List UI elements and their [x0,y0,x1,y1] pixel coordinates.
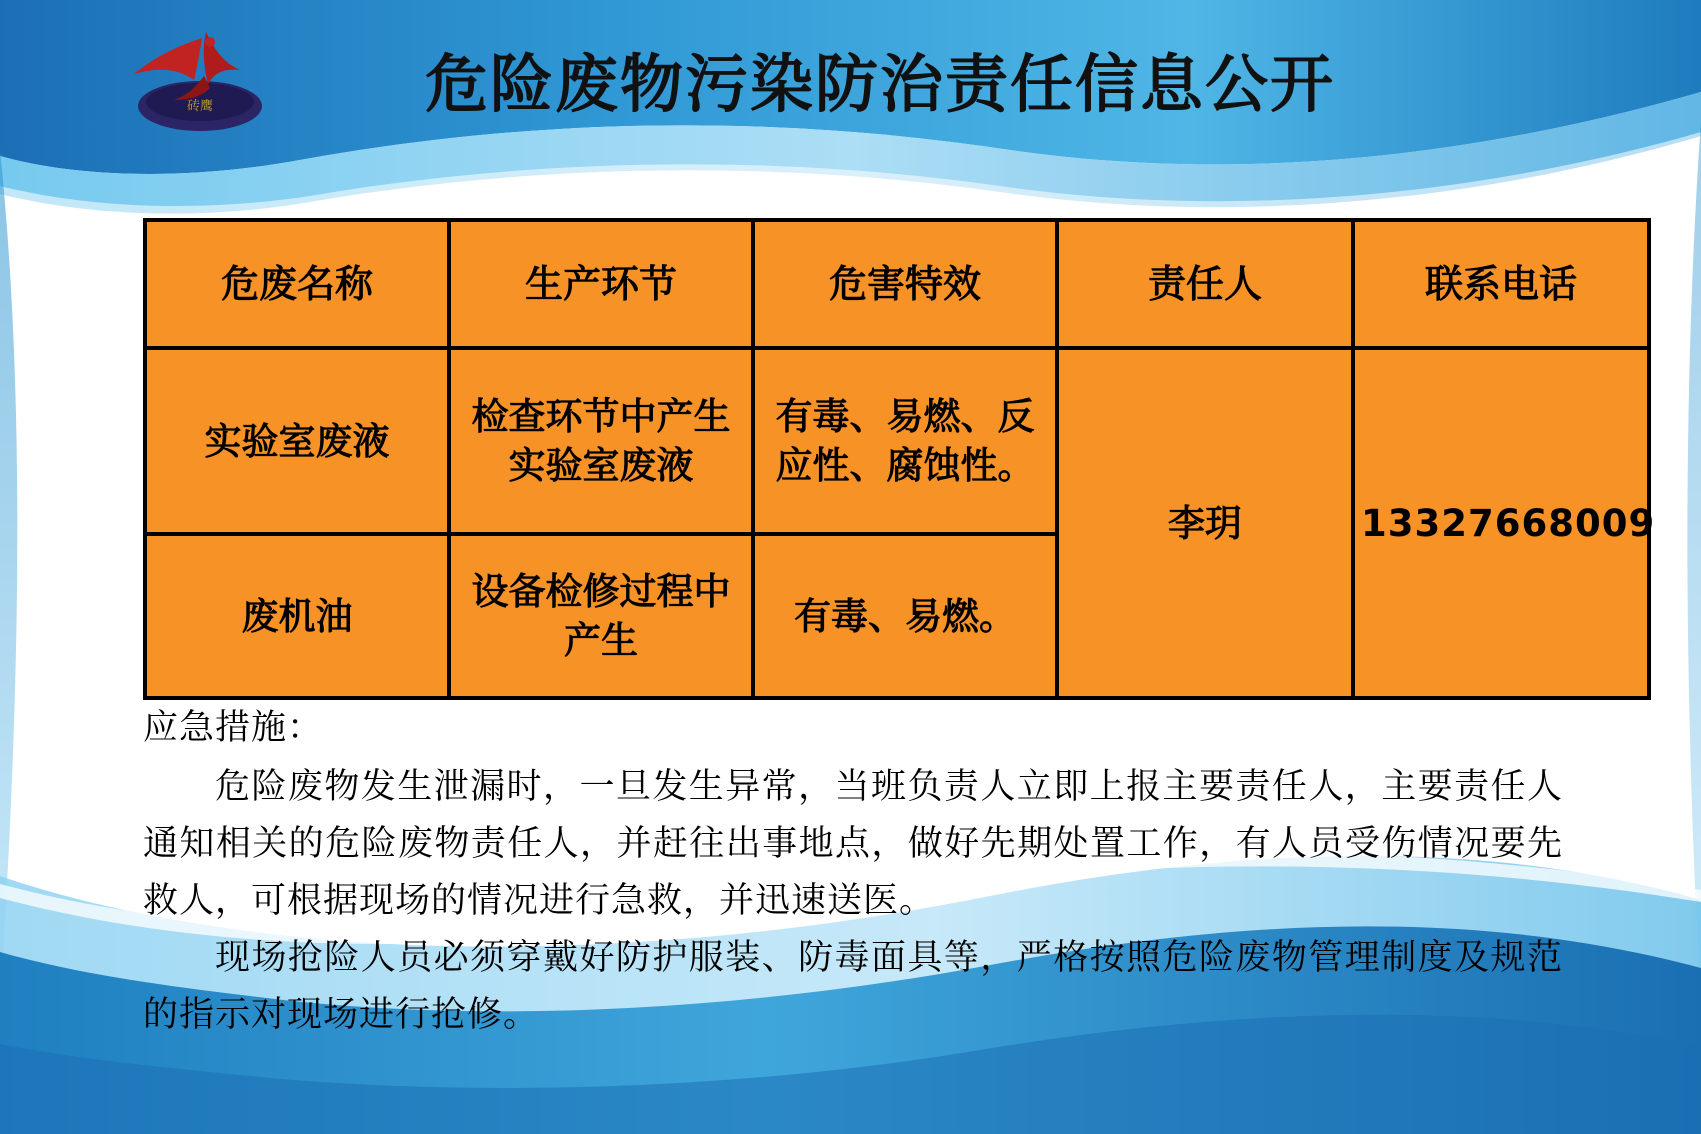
hazard-waste-table [143,218,1656,700]
th-responsible-person: 责任人 [1057,220,1353,348]
th-hazard: 危害特效 [753,220,1057,348]
th-process: 生产环节 [449,220,753,348]
page-title: 危险废物污染防治责任信息公开 [425,48,1335,121]
emergency-measures-paragraph-2: 现场抢险人员必须穿戴好防护服装、防毒面具等，严格按照危险废物管理制度及规范的指示对现场进行抢修。 [143,938,1563,1035]
hazard-waste-table-container [143,218,1656,700]
cell-waste-name-2: 废机油 [145,534,449,698]
cell-contact-phone: 13327668009 [1353,348,1649,698]
cell-hazard-2: 有毒、易燃。 [753,534,1057,698]
emergency-measures-section [143,700,1563,1044]
th-waste-name: 危废名称 [145,220,449,348]
emergency-measures-heading: 应急措施： [143,708,324,748]
eagle-logo-icon [110,18,285,138]
table-header-row [145,220,1649,348]
cell-waste-name-1: 实验室废液 [145,348,449,534]
th-contact-phone: 联系电话 [1353,220,1649,348]
cell-hazard-1: 有毒、易燃、反应性、腐蚀性。 [753,348,1057,534]
emergency-measures-paragraph-1: 危险废物发生泄漏时，一旦发生异常，当班负责人立即上报主要责任人，主要责任人通知相关的危险废物责任人，并赶往出事地点，做好先期处置工作，有人员受伤情况要先救人，可根据现场的情况进行急救，并迅速送医。 [143,767,1563,921]
cell-responsible-person: 李玥 [1057,348,1353,698]
cell-process-2: 设备检修过程中产生 [449,534,753,698]
page-header [0,0,1701,178]
table-row [145,348,1649,534]
svg-text:砖鹰: 砖鹰 [186,99,214,114]
cell-process-1: 检查环节中产生实验室废液 [449,348,753,534]
